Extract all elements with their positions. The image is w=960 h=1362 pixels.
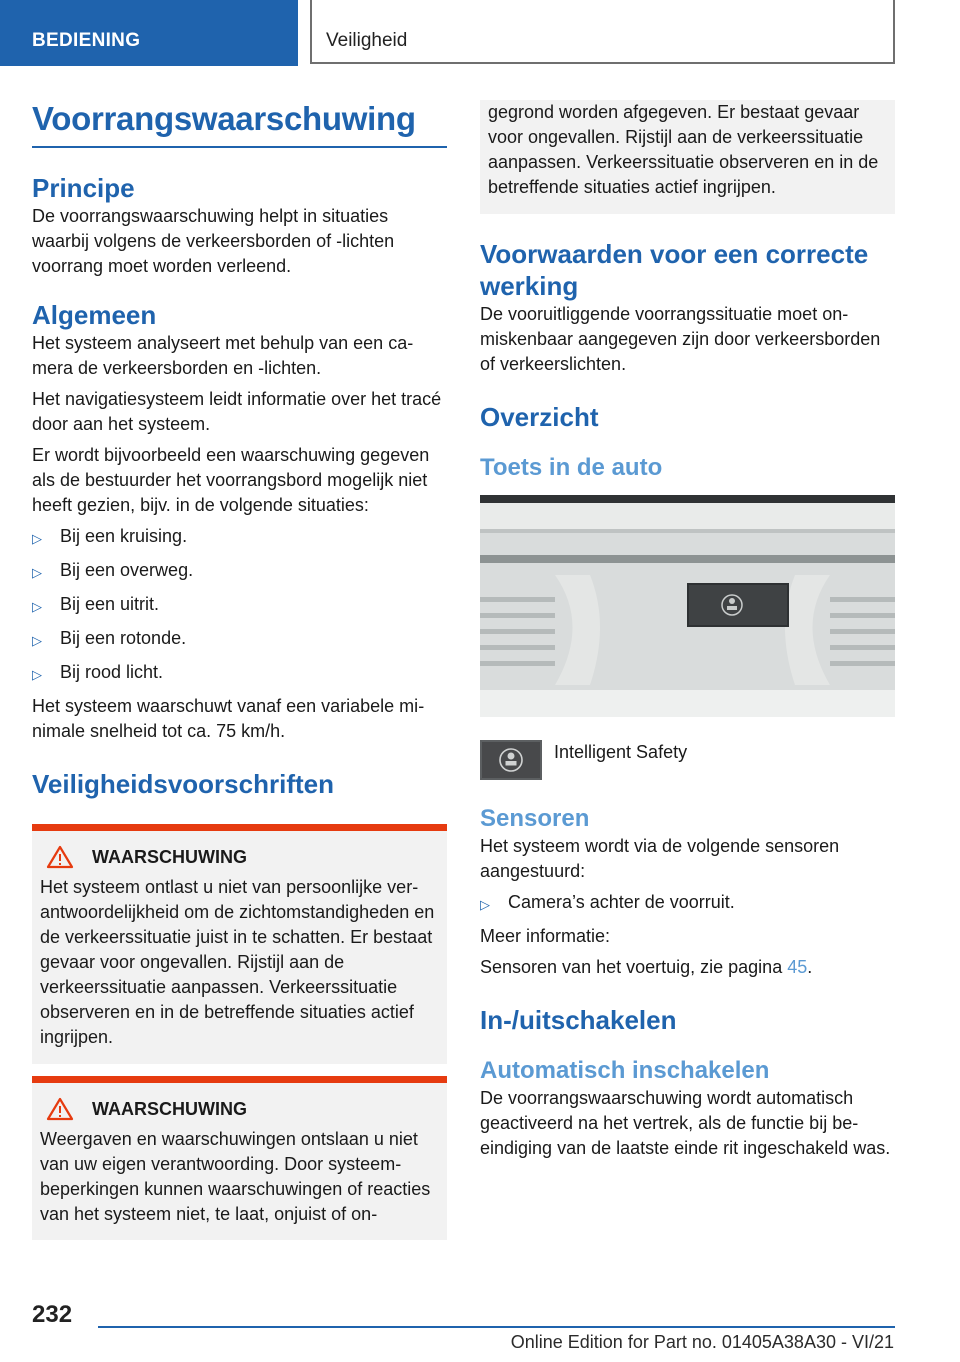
situation-list <box>32 524 447 687</box>
bullet-triangle-icon: ▷ <box>32 599 42 614</box>
section-tab: BEDIENING <box>0 0 298 66</box>
principe-text: De voorrangswaarschuwing helpt in situaties waarbij volgens de verkeersborden of -lichten voorrang moet worden verleend. <box>32 206 395 276</box>
heading-in-uitschakelen: In-/uitschakelen <box>480 1005 677 1035</box>
heading-veiligheidsvoorschriften: Veiligheidsvoorschriften <box>32 769 334 799</box>
warning-box <box>32 824 447 1064</box>
page-number: 232 <box>32 1301 73 1328</box>
warning-triangle-icon <box>46 1097 74 1121</box>
footer-divider <box>98 1326 895 1328</box>
right-column <box>480 104 895 1161</box>
warning-box <box>32 1076 447 1240</box>
warning-label: WAARSCHUWING <box>92 1098 247 1119</box>
heading-principe: Principe <box>32 173 135 203</box>
sensor-list <box>480 890 895 917</box>
page-reference-link[interactable]: 45 <box>787 957 808 977</box>
warning-text: gegrond worden afgegeven. Er bestaat gevaar voor ongevallen. Rijstijl aan de verkeerssituatie aanpassen. Verkeerssituatie observeren en in de betreffende situaties actief ingrijpen. <box>488 102 879 197</box>
bullet-triangle-icon: ▷ <box>32 667 42 682</box>
bullet-triangle-icon: ▷ <box>32 565 42 580</box>
list-item: ▷ Bij een rotonde. <box>32 626 447 653</box>
bullet-triangle-icon: ▷ <box>480 897 490 912</box>
dashboard-button-photo <box>480 495 895 717</box>
warning-continuation-box <box>480 100 895 214</box>
heading-automatisch: Automatisch inschakelen <box>480 1057 770 1084</box>
list-item: ▷ Bij rood licht. <box>32 660 447 687</box>
bullet-triangle-icon: ▷ <box>32 531 42 546</box>
meer-info-text: Meer informatie: <box>480 926 611 946</box>
list-item: ▷ Bij een kruising. <box>32 524 447 551</box>
algemeen-paragraph: Er wordt bijvoorbeeld een waarschuwing gegeven als de bestuurder het voorrangsbord mogelijk niet heeft gezien, bijv. in de volgende situaties: <box>32 445 430 515</box>
button-legend-row <box>480 740 895 780</box>
list-item: ▷ Camera’s achter de voorruit. <box>480 890 895 917</box>
warning-label: WAARSCHUWING <box>92 846 247 867</box>
list-item: ▷ Bij een overweg. <box>32 558 447 585</box>
sensoren-reference: Sensoren van het voertuig, zie pagina 45. <box>480 957 813 977</box>
warning-text: Het systeem ontlast u niet van persoonlijke verantwoordelijkheid om de zichtomstandigheden en de verkeerssituatie juist in te schatten. Er bestaat gevaar voor ongevallen. Rijstijl aan de verkeerssituatie aanpassen. Verkeerssituatie observeren en in de betreffende situaties actief ingrijpen. <box>40 877 435 1047</box>
heading-toets: Toets in de auto <box>480 454 663 481</box>
heading-voorwaarden: Voorwaarden voor een correcte werking <box>480 239 869 301</box>
warning-triangle-icon <box>46 845 74 869</box>
voorwaarden-text: De vooruitliggende voorrangssituatie moet onmiskenbaar aangegeven zijn door verkeersborden of verkeerslichten. <box>480 304 881 374</box>
algemeen-paragraph: Het systeem waarschuwt vanaf een variabele minimale snelheid tot ca. 75 km/h. <box>32 696 425 741</box>
list-item: ▷ Bij een uitrit. <box>32 592 447 619</box>
algemeen-paragraph: Het navigatiesysteem leidt informatie over het tracé door aan het systeem. <box>32 389 442 434</box>
algemeen-paragraph: Het systeem analyseert met behulp van een camera de verkeersborden en -lichten. <box>32 333 414 378</box>
footer-edition: Online Edition for Part no. 01405A38A30 - VI/21 <box>510 1332 894 1352</box>
button-label: Intelligent Safety <box>554 742 688 762</box>
heading-overzicht: Overzicht <box>480 402 599 432</box>
left-column <box>32 100 447 1240</box>
intelligent-safety-button-icon <box>480 740 542 780</box>
warning-text: Weergaven en waarschuwingen ontslaan u niet van uw eigen verantwoording. Door systeembeperkingen kunnen waarschuwingen of reacties van het systeem niet, te laat, onjuist of on- <box>40 1129 431 1224</box>
page-title: Voorrangswaarschuwing <box>32 100 447 148</box>
bullet-triangle-icon: ▷ <box>32 633 42 648</box>
heading-algemeen: Algemeen <box>32 300 157 330</box>
heading-sensoren: Sensoren <box>480 805 590 832</box>
sensoren-text: Het systeem wordt via de volgende sensoren aangestuurd: <box>480 836 840 881</box>
automatisch-text: De voorrangswaarschuwing wordt automatisch geactiveerd na het vertrek, als de functie bij beeindiging van de laatste einde rit ingeschakeld was. <box>480 1088 891 1158</box>
chapter-tab: Veiligheid <box>310 0 895 64</box>
